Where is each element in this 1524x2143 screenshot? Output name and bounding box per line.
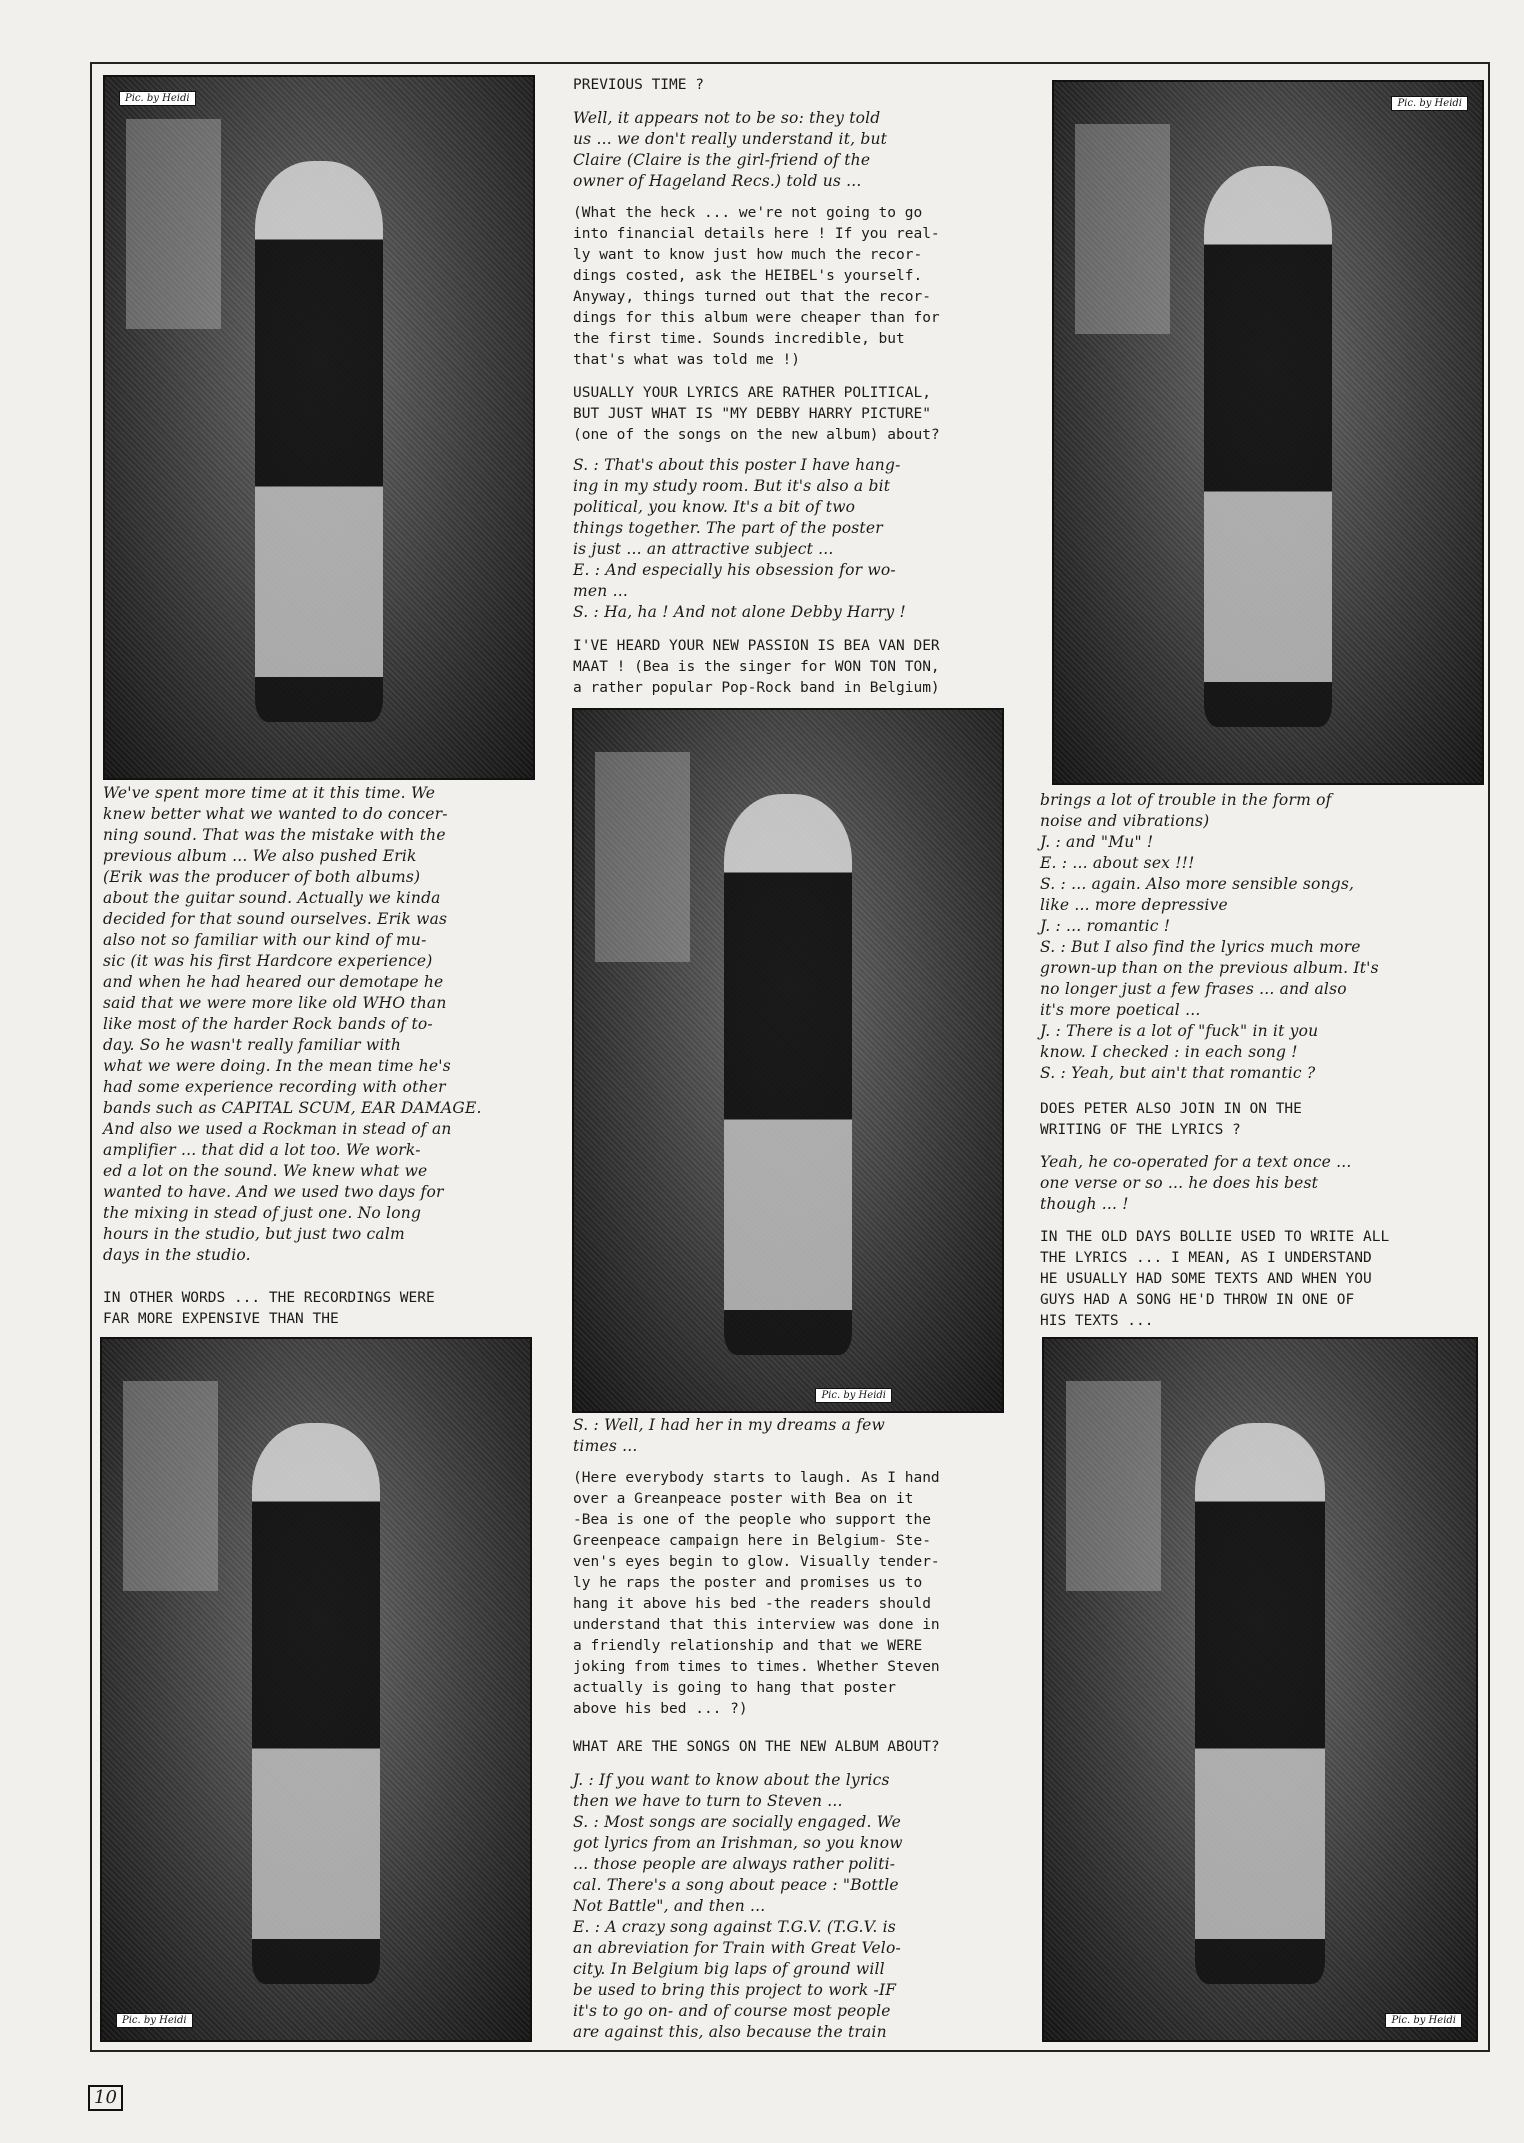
photo-top-left — [103, 75, 535, 780]
col2-answer-cost: Well, it appears not to be so: they told us ... we don't really understand it, but Claire (Claire is the girl-friend of the owner of Hageland Recs.) told us ... — [573, 109, 888, 190]
photo-background — [123, 1381, 217, 1591]
photo-credit: Pic. by Heidi — [1385, 2013, 1462, 2028]
col2-editor-note-finance: (What the heck ... we're not going to go into financial details here ! If you real- ly want to know just how much the recor- dings costed, ask the HEIBEL's yourself. Anyway, things turned out that the recor- dings for this album were cheaper than for the first time. Sounds incredible, but that's what was told me !) — [573, 205, 940, 368]
col3-answer-peter: Yeah, he co-operated for a text once ... one verse or so ... he does his best though ... ! — [1040, 1153, 1352, 1213]
col2-answer-songs: J. : If you want to know about the lyrics then we have to turn to Steven ... S. : Most songs are socially engaged. We got lyrics from an Irishman, so you know ... those people are always rather politi- cal. There's a song about peace : "Bottle Not Battle", and then ... E. : A crazy song against T.G.V. (T.G.V. is an abreviation for Train with Great Velo- city. In Belgium big laps of ground will be used to bring this project to work -IF it's to go on- and of course most people are against this, also because the train — [573, 1771, 903, 2041]
col2-editor-note-greenpeace: (Here everybody starts to laugh. As I hand over a Greanpeace poster with Bea on it -Bea is one of the people who support the Greenpeace campaign here in Belgium- Ste- ven's eyes begin to glow. Visually tender- ly he raps the poster and promises us to hang it above his bed -the readers should understand that this interview was done in a friendly relationship and that we WERE joking from times to times. Whether Steven actually is going to hang that poster above his bed ... ?) — [573, 1470, 940, 1717]
photo-person — [1204, 166, 1332, 727]
photo-person — [255, 161, 383, 722]
page-number: 10 — [88, 2085, 123, 2111]
col2-question-previous-time: PREVIOUS TIME ? — [573, 77, 704, 93]
photo-bottom-right — [1042, 1337, 1478, 2042]
col1-question-expensive: IN OTHER WORDS ... THE RECORDINGS WERE FAR MORE EXPENSIVE THAN THE — [103, 1290, 435, 1327]
col3-answer-lyrics: brings a lot of trouble in the form of noise and vibrations) J. : and "Mu" ! E. : ... about sex !!! S. : ... again. Also more sensible songs, like ... more depressive J. : ... romantic ! S. : But I also find the lyrics much more grown-up than on the previous album. It's no longer just a few frases ... and also it's more poetical ... J. : There is a lot of "fuck" in it you know. I checked : in each song ! S. : Yeah, but ain't that romantic ? — [1040, 791, 1379, 1082]
col2-answer-debby-harry: S. : That's about this poster I have hang- ing in my study room. But it's also a bit political, you know. It's a bit of two things together. The part of the poster is just ... an attractive subject ... E. : And especially his obsession for wo- men ... S. : Ha, ha ! And not alone Debby Harry ! — [573, 456, 906, 621]
col2-question-bea: I'VE HEARD YOUR NEW PASSION IS BEA VAN DER MAAT ! (Bea is the singer for WON TON TON, a rather popular Pop-Rock band in Belgium) — [573, 638, 940, 696]
photo-background — [1075, 124, 1169, 334]
photo-middle — [572, 708, 1004, 1413]
col3-question-peter: DOES PETER ALSO JOIN IN ON THE WRITING OF THE LYRICS ? — [1040, 1101, 1302, 1138]
photo-person — [252, 1423, 380, 1984]
photo-person — [724, 794, 852, 1355]
photo-top-right — [1052, 80, 1484, 785]
photo-credit: Pic. by Heidi — [116, 2013, 193, 2028]
col2-answer-bea: S. : Well, I had her in my dreams a few times ... — [573, 1416, 886, 1455]
col3-question-bollie: IN THE OLD DAYS BOLLIE USED TO WRITE ALL THE LYRICS ... I MEAN, AS I UNDERSTAND HE USUALLY HAD SOME TEXTS AND WHEN YOU GUYS HAD A SONG HE'D THROW IN ONE OF HIS TEXTS ... — [1040, 1229, 1390, 1329]
col2-question-debby-harry: USUALLY YOUR LYRICS ARE RATHER POLITICAL, BUT JUST WHAT IS "MY DEBBY HARRY PICTURE" (one of the songs on the new album) about? — [573, 385, 940, 443]
photo-background — [1066, 1381, 1161, 1591]
photo-person — [1195, 1423, 1325, 1984]
col1-answer-recording: We've spent more time at it this time. We knew better what we wanted to do concer- ning sound. That was the mistake with the previous album ... We also pushed Erik (Erik was the producer of both albums) about the guitar sound. Actually we kinda decided for that sound ourselves. Erik was also not so familiar with our kind of mu- sic (it was his first Hardcore experience) and when he had heared our demotape he said that we were more like old WHO than like most of the harder Rock bands of to- day. So he wasn't really familiar with what we were doing. In the mean time he's had some experience recording with other bands such as CAPITAL SCUM, EAR DAMAGE. And also we used a Rockman in stead of an amplifier ... that did a lot too. We work- ed a lot on the sound. We knew what we wanted to have. And we used two days for the mixing in stead of just one. No long hours in the studio, but just two calm days in the studio. — [103, 784, 482, 1264]
photo-bottom-left — [100, 1337, 532, 2042]
photo-background — [126, 119, 220, 329]
photo-background — [595, 752, 689, 962]
photo-credit: Pic. by Heidi — [1391, 96, 1468, 111]
photo-credit: Pic. by Heidi — [815, 1388, 892, 1403]
col2-question-songs: WHAT ARE THE SONGS ON THE NEW ALBUM ABOUT? — [573, 1739, 940, 1755]
photo-credit: Pic. by Heidi — [119, 91, 196, 106]
